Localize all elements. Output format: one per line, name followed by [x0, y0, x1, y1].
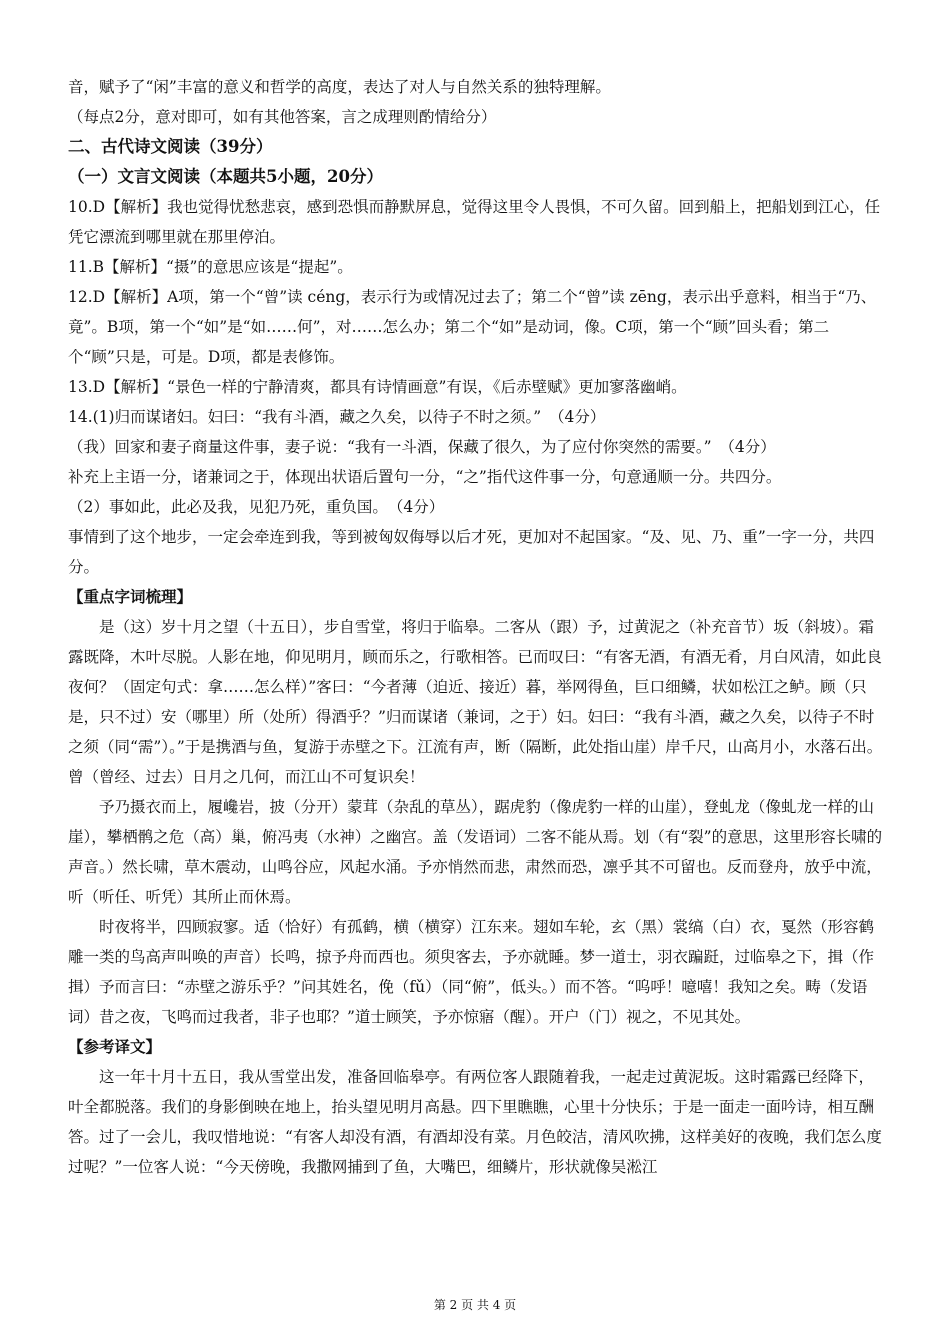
answer-q14-1-translation: （我）回家和妻子商量这件事，妻子说：“我有一斗酒，保藏了很久，为了应付你突然的需要。” （4分）	[68, 438, 776, 456]
answer-q10: 10.D【解析】我也觉得忧愁悲哀，感到恐惧而静默屏息，觉得这里令人畏惧，不可久留。回到船上，把船划到江心，任凭它漂流到哪里就在那里停泊。	[68, 198, 881, 246]
answer-q11: 11.B【解析】“摄”的意思应该是“提起”。	[68, 258, 353, 276]
page-number: 第 2 页 共 4 页	[433, 1298, 517, 1312]
intro-line	[68, 72, 884, 102]
page-footer	[0, 1296, 950, 1313]
answer-q12: 12.D【解析】A项，第一个“曾”读 céng，表示行为或情况过去了；第二个“曾”读 zēng，表示出乎意料，相当于“乃、竟”。B项，第一个“如”是“如……何”，对……怎么办；第二个“如”是动词，像。C项，第一个“顾”回头看；第二个“顾”只是，可是。D项，都是表修饰。	[68, 288, 877, 366]
vocab-paragraph-2: 予乃摄衣而上，履巉岩，披（分开）蒙茸（杂乱的草丛），踞虎豹（像虎豹一样的山崖），登虬龙（像虬龙一样的山崖），攀栖鹘之危（高）巢，俯冯夷（水神）之幽宫。盖（发语词）二客不能从焉。划（有“裂”的意思，这里形容长啸的声音。）然长啸，草木震动，山鸣谷应，风起水涌。予亦悄然而悲，肃然而恐，凛乎其不可留也。反而登舟，放乎中流，听（听任、听凭）其所止而休焉。	[68, 798, 883, 906]
section-heading: 二、古代诗文阅读（39分）	[68, 137, 273, 156]
answer-q14-2: （2）事如此，此必及我，见犯乃死，重负国。 （4分）	[68, 498, 445, 516]
intro-text: 音，赋予了“闲”丰富的意义和哲学的高度，表达了对人与自然关系的独特理解。	[68, 78, 611, 96]
document-page	[68, 72, 884, 1182]
subsection-heading: （一）文言文阅读（本题共5小题，20分）	[68, 167, 383, 186]
vocab-paragraph-3: 时夜将半，四顾寂寥。适（恰好）有孤鹤，横（横穿）江东来。翅如车轮，玄（黑）裳缟（白）衣，戛然（形容鹤雕一类的鸟高声叫唤的声音）长鸣，掠予舟而西也。须臾客去，予亦就睡。梦一道士，羽衣蹁跹，过临皋之下，揖（作揖）予而言曰：“赤壁之游乐乎？”问其姓名，俛（fǔ）（同“俯”，低头。）而不答。“呜呼！噫嘻！我知之矣。畴（发语词）昔之夜，飞鸣而过我者，非子也耶？”道士顾笑，予亦惊寤（醒）。开户（门）视之，不见其处。	[68, 918, 875, 1026]
vocab-heading: 【重点字词梳理】	[68, 587, 193, 606]
translation-heading: 【参考译文】	[68, 1037, 162, 1056]
answer-q14-1: 14.(1)归而谋诸妇。妇曰：“我有斗酒，藏之久矣，以待子不时之须。” （4分）	[68, 408, 606, 426]
answer-q14-1-scoring: 补充上主语一分，诸兼词之于，体现出状语后置句一分，“之”指代这件事一分，句意通顺一分。共四分。	[68, 468, 782, 486]
answer-q13: 13.D【解析】“景色一样的宁静清爽，都具有诗情画意”有误，《后赤壁赋》更加寥落幽峭。	[68, 378, 687, 396]
vocab-paragraph-1: 是（这）岁十月之望（十五日），步自雪堂，将归于临皋。二客从（跟）予，过黄泥之（补充音节）坂（斜坡）。霜露既降，木叶尽脱。人影在地，仰见明月，顾而乐之，行歌相答。已而叹曰：“有客无酒，有酒无肴，月白风清，如此良夜何？（固定句式：拿……怎么样）”客曰：“今者薄（迫近、接近）暮，举网得鱼，巨口细鳞，状如松江之鲈。顾（只是，只不过）安（哪里）所（处所）得酒乎？”归而谋诸（兼词，之于）妇。妇曰：“我有斗酒，藏之久矣，以待子不时之须（同“需”）。”于是携酒与鱼，复游于赤壁之下。江流有声，断（隔断，此处指山崖）岸千尺，山高月小，水落石出。曾（曾经、过去）日月之几何，而江山不可复识矣！	[68, 618, 883, 786]
answer-q14-2-translation: 事情到了这个地步，一定会牵连到我，等到被匈奴侮辱以后才死，更加对不起国家。“及、见、乃、重”一字一分，共四分。	[68, 528, 875, 576]
translation-paragraph-1: 这一年十月十五日，我从雪堂出发，准备回临皋亭。有两位客人跟随着我，一起走过黄泥坂。这时霜露已经降下，叶全都脱落。我们的身影倒映在地上，抬头望见明月高悬。四下里瞧瞧，心里十分快乐；于是一面走一面吟诗，相互酬答。过了一会儿，我叹惜地说：“有客人却没有酒，有酒却没有菜。月色皎洁，清风吹拂，这样美好的夜晚，我们怎么度过呢？”一位客人说：“今天傍晚，我撒网捕到了鱼，大嘴巴，细鳞片，形状就像吴淞江	[68, 1068, 882, 1176]
scoring-note: （每点2分，意对即可，如有其他答案，言之成理则酌情给分）	[68, 108, 497, 126]
